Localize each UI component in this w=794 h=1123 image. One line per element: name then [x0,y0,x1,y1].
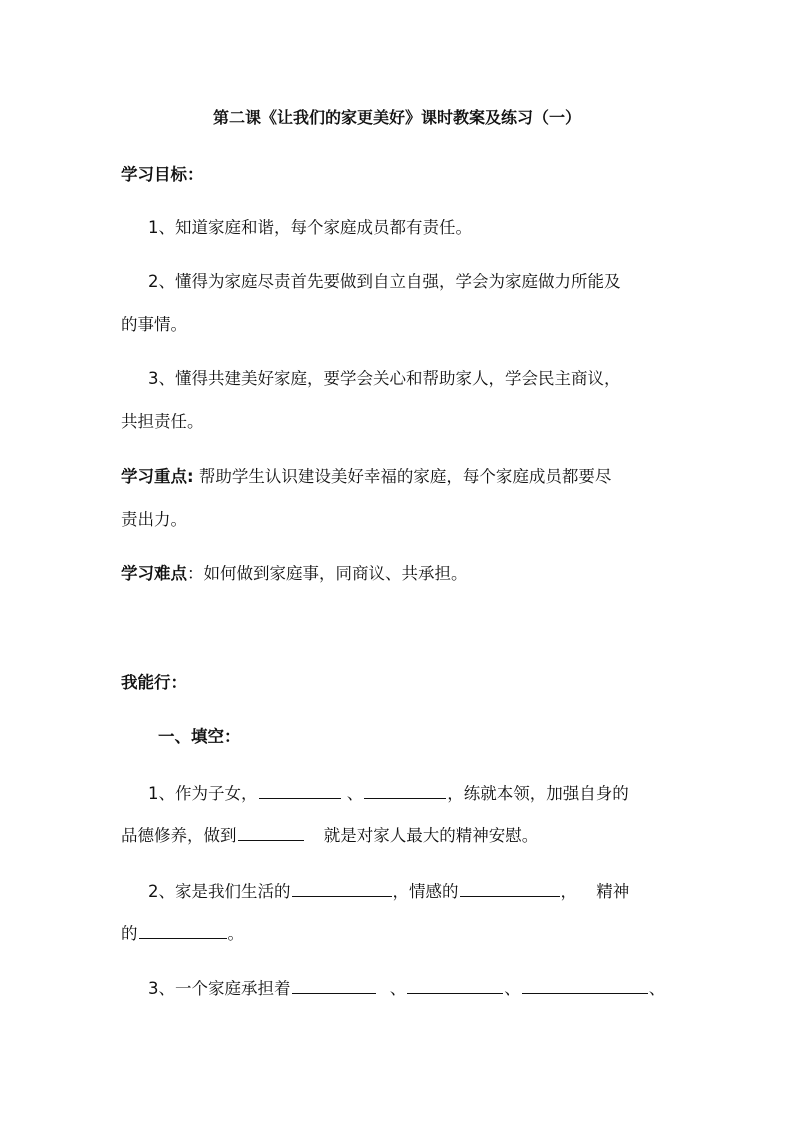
q2-text-e: 的 [121,924,138,943]
objective-1: 1、知道家庭和谐，每个家庭成员都有责任。 [148,218,472,237]
q3-blank-2[interactable] [407,977,503,994]
q1-text-b: 、 [346,784,364,803]
objective-2: 2、懂得为家庭尽责首先要做到自立自强，学会为家庭做力所能及 [148,272,621,291]
q3-blank-3[interactable] [522,977,648,994]
question-2 [148,880,708,902]
q2-text-f: 。 [227,924,244,943]
key-point [121,467,681,487]
q2-text-b: ，情感的 [392,882,459,901]
difficulty-label: 学习难点 [121,564,187,583]
q3-text-a: 3、一个家庭承担着 [148,979,291,998]
q1-text-d: 品德修养，做到 [121,826,237,845]
q2-text-a: 2、家是我们生活的 [148,882,291,901]
question-1 [148,782,708,804]
question-3 [148,977,708,999]
q3-text-b: 、 [389,979,407,998]
q2-blank-2[interactable] [460,880,560,897]
question-1-cont [121,824,681,846]
q2-blank-3[interactable] [139,922,227,939]
key-point-label: 学习重点: [121,467,194,486]
objective-3: 3、懂得共建美好家庭，要学会关心和帮助家人，学会民主商议， [148,369,621,388]
document-title: 第二课《让我们的家更美好》课时教案及练习（一） [212,108,581,127]
key-point-text: 帮助学生认识建设美好幸福的家庭，每个家庭成员都要尽 [193,467,612,486]
question-2-cont [121,922,681,944]
q1-text-a: 1、作为子女， [148,784,258,803]
q1-text-c: ，练就本领，加强自身的 [447,784,629,803]
objectives-heading: 学习目标： [121,165,204,184]
q2-blank-1[interactable] [292,880,392,897]
q2-text-d: 精神 [596,882,630,901]
q3-text-d: 、 [648,979,666,998]
objective-3-cont: 共担责任。 [121,412,204,431]
q1-text-e: 就是对家人最大的精神安慰。 [323,826,539,845]
key-point-cont: 责出力。 [121,510,187,529]
q1-blank-1[interactable] [259,782,341,799]
difficulty [121,564,681,584]
difficulty-text: ：如何做到家庭事，同商议、共承担。 [187,564,468,583]
practice-heading: 我能行： [121,673,187,692]
objective-2-cont: 的事情。 [121,315,187,334]
q1-blank-2[interactable] [364,782,446,799]
q3-text-c: 、 [504,979,521,998]
section-fill-blank: 一、填空： [158,727,241,746]
q3-blank-1[interactable] [292,977,376,994]
q2-text-c: ， [560,882,577,901]
q1-blank-3[interactable] [238,824,304,841]
